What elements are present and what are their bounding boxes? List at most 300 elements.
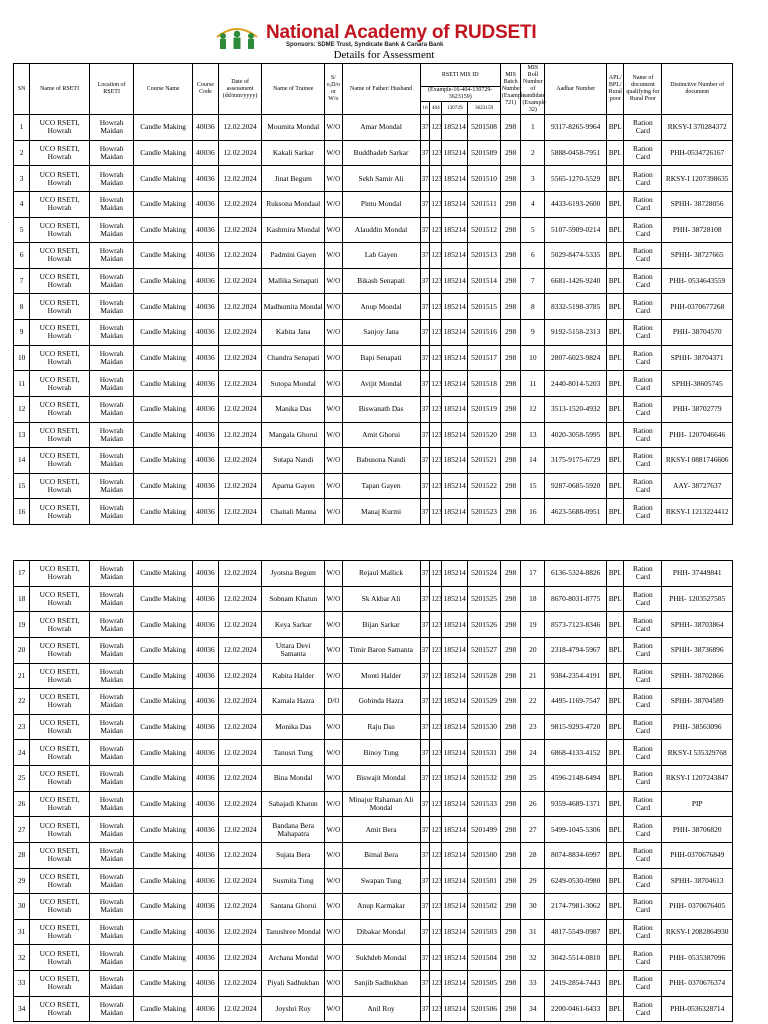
- date-cell: 12.02.2024: [218, 473, 261, 499]
- mis-16-cell: 37: [420, 586, 430, 612]
- roll-cell: 27: [521, 817, 545, 843]
- trainee-cell: Santana Ghorui: [262, 894, 325, 920]
- mis-130729-cell: 185214: [442, 971, 468, 997]
- table-row: [14, 396, 733, 422]
- date-cell: 12.02.2024: [218, 663, 261, 689]
- mis-16-cell: 37: [420, 689, 430, 715]
- mis-130729-cell: 185214: [442, 396, 468, 422]
- apl-cell: BPL: [607, 371, 624, 397]
- header-mis-sub: 3623159: [468, 102, 501, 115]
- apl-cell: BPL: [607, 817, 624, 843]
- relation-cell: D/O: [325, 689, 342, 715]
- location-cell: Howrah Maidan: [89, 140, 133, 166]
- aadhar-cell: 5499-1045-5306: [545, 817, 607, 843]
- mis-404-cell: 123: [430, 996, 442, 1022]
- batch-cell: 298: [500, 268, 521, 294]
- relation-cell: W/O: [325, 740, 342, 766]
- trainee-cell: Kamala Hazra: [262, 689, 325, 715]
- roll-cell: 34: [521, 996, 545, 1022]
- trainee-cell: Padmini Gayen: [262, 243, 325, 269]
- location-cell: Howrah Maidan: [89, 894, 133, 920]
- table-row: [14, 868, 733, 894]
- relation-cell: W/O: [325, 217, 342, 243]
- relation-cell: W/O: [325, 499, 342, 525]
- table-row: [14, 637, 733, 663]
- rseti-cell: UCO RSETI, Howrah: [30, 371, 90, 397]
- header-mis-example: (Example-16-404-130729-3623159): [420, 87, 500, 102]
- date-cell: 12.02.2024: [218, 740, 261, 766]
- trainee-cell: Kashmira Mondal: [262, 217, 325, 243]
- rseti-cell: UCO RSETI, Howrah: [30, 842, 90, 868]
- mis-404-cell: 123: [430, 740, 442, 766]
- code-cell: 40036: [192, 740, 218, 766]
- table-row: [14, 689, 733, 715]
- header-rseti-name: Name of RSETI: [30, 64, 90, 115]
- code-cell: 40036: [192, 817, 218, 843]
- roll-cell: 1: [521, 115, 545, 141]
- document-cell: Ration Card: [624, 294, 662, 320]
- doc-number-cell: PHH- 0534643559: [662, 268, 733, 294]
- sn-cell: 26: [14, 791, 30, 817]
- date-cell: 12.02.2024: [218, 996, 261, 1022]
- apl-cell: BPL: [607, 842, 624, 868]
- code-cell: 40036: [192, 971, 218, 997]
- mis-130729-cell: 185214: [442, 217, 468, 243]
- sponsors-line: Sponsors: SDME Trust, Syndicate Bank & Canara Bank: [286, 42, 444, 48]
- relation-cell: W/O: [325, 894, 342, 920]
- mis-3623159-cell: 5201504: [468, 945, 501, 971]
- father-cell: Bapi Senapati: [342, 345, 420, 371]
- mis-130729-cell: 185214: [442, 243, 468, 269]
- code-cell: 40036: [192, 689, 218, 715]
- mis-3623159-cell: 5201511: [468, 191, 501, 217]
- mis-130729-cell: 185214: [442, 140, 468, 166]
- code-cell: 40036: [192, 473, 218, 499]
- code-cell: 40036: [192, 243, 218, 269]
- mis-3623159-cell: 5201502: [468, 894, 501, 920]
- mis-404-cell: 123: [430, 714, 442, 740]
- document-cell: Ration Card: [624, 791, 662, 817]
- aadhar-cell: 4596-2148-6494: [545, 766, 607, 792]
- doc-number-cell: PHH- 1203527505: [662, 586, 733, 612]
- course-cell: Candle Making: [134, 268, 193, 294]
- mis-404-cell: 123: [430, 115, 442, 141]
- course-cell: Candle Making: [134, 294, 193, 320]
- mis-3623159-cell: 5201514: [468, 268, 501, 294]
- relation-cell: W/O: [325, 637, 342, 663]
- relation-cell: W/O: [325, 945, 342, 971]
- mis-16-cell: 37: [420, 945, 430, 971]
- relation-cell: W/O: [325, 140, 342, 166]
- header-location: Location of RSETI: [89, 64, 133, 115]
- apl-cell: BPL: [607, 740, 624, 766]
- doc-number-cell: PHH-0370677268: [662, 294, 733, 320]
- apl-cell: BPL: [607, 791, 624, 817]
- batch-cell: 298: [500, 996, 521, 1022]
- date-cell: 12.02.2024: [218, 499, 261, 525]
- course-cell: Candle Making: [134, 191, 193, 217]
- rseti-cell: UCO RSETI, Howrah: [30, 140, 90, 166]
- course-cell: Candle Making: [134, 586, 193, 612]
- sn-cell: 23: [14, 714, 30, 740]
- code-cell: 40036: [192, 320, 218, 346]
- batch-cell: 298: [500, 586, 521, 612]
- course-cell: Candle Making: [134, 243, 193, 269]
- relation-cell: W/O: [325, 586, 342, 612]
- date-cell: 12.02.2024: [218, 612, 261, 638]
- course-cell: Candle Making: [134, 894, 193, 920]
- roll-cell: 15: [521, 473, 545, 499]
- relation-cell: W/O: [325, 371, 342, 397]
- trainee-cell: Sutapa Nandi: [262, 448, 325, 474]
- father-cell: Sukhdeb Mondal: [342, 945, 420, 971]
- father-cell: Anup Mondal: [342, 294, 420, 320]
- trainee-cell: Bandana Bera Mahapatra: [262, 817, 325, 843]
- aadhar-cell: 2440-8014-5203: [545, 371, 607, 397]
- rseti-cell: UCO RSETI, Howrah: [30, 612, 90, 638]
- mis-404-cell: 123: [430, 345, 442, 371]
- mis-404-cell: 123: [430, 586, 442, 612]
- sn-cell: 19: [14, 612, 30, 638]
- mis-16-cell: 37: [420, 561, 430, 587]
- mis-16-cell: 37: [420, 396, 430, 422]
- sn-cell: 20: [14, 637, 30, 663]
- document-title: Details for Assessment: [333, 49, 435, 61]
- mis-404-cell: 123: [430, 919, 442, 945]
- roll-cell: 7: [521, 268, 545, 294]
- location-cell: Howrah Maidan: [89, 396, 133, 422]
- doc-number-cell: AAY- 38727637: [662, 473, 733, 499]
- roll-cell: 16: [521, 499, 545, 525]
- trainee-cell: Jinat Begum: [262, 166, 325, 192]
- table-row: [14, 894, 733, 920]
- relation-cell: W/O: [325, 996, 342, 1022]
- mis-3623159-cell: 5201505: [468, 971, 501, 997]
- batch-cell: 298: [500, 243, 521, 269]
- mis-130729-cell: 185214: [442, 191, 468, 217]
- mis-3623159-cell: 5201533: [468, 791, 501, 817]
- sn-cell: 5: [14, 217, 30, 243]
- rseti-cell: UCO RSETI, Howrah: [30, 894, 90, 920]
- sn-cell: 14: [14, 448, 30, 474]
- mis-404-cell: 123: [430, 166, 442, 192]
- course-cell: Candle Making: [134, 945, 193, 971]
- relation-cell: W/O: [325, 561, 342, 587]
- date-cell: 12.02.2024: [218, 115, 261, 141]
- header-course-name: Course Name: [134, 64, 193, 115]
- relation-cell: W/O: [325, 612, 342, 638]
- doc-number-cell: PIP: [662, 791, 733, 817]
- roll-cell: 13: [521, 422, 545, 448]
- location-cell: Howrah Maidan: [89, 268, 133, 294]
- trainee-cell: Bina Mondal: [262, 766, 325, 792]
- doc-number-cell: PHH- 38728108: [662, 217, 733, 243]
- mis-404-cell: 123: [430, 243, 442, 269]
- roll-cell: 26: [521, 791, 545, 817]
- mis-3623159-cell: 5201530: [468, 714, 501, 740]
- batch-cell: 298: [500, 396, 521, 422]
- sn-cell: 9: [14, 320, 30, 346]
- code-cell: 40036: [192, 791, 218, 817]
- mis-404-cell: 123: [430, 448, 442, 474]
- aadhar-cell: 2200-0461-6433: [545, 996, 607, 1022]
- father-cell: Timir Baron Samanta: [342, 637, 420, 663]
- mis-130729-cell: 185214: [442, 371, 468, 397]
- relation-cell: W/O: [325, 115, 342, 141]
- rseti-cell: UCO RSETI, Howrah: [30, 868, 90, 894]
- relation-cell: W/O: [325, 766, 342, 792]
- course-cell: Candle Making: [134, 971, 193, 997]
- code-cell: 40036: [192, 996, 218, 1022]
- sn-cell: 17: [14, 561, 30, 587]
- doc-number-cell: RKSY-I 2082864930: [662, 919, 733, 945]
- trainee-cell: Monika Das: [262, 714, 325, 740]
- doc-number-cell: SPHH- 38704371: [662, 345, 733, 371]
- trainee-cell: Jyotsna Begum: [262, 561, 325, 587]
- father-cell: Gobinda Hazra: [342, 689, 420, 715]
- code-cell: 40036: [192, 217, 218, 243]
- date-cell: 12.02.2024: [218, 971, 261, 997]
- document-cell: Ration Card: [624, 268, 662, 294]
- trainee-cell: Sobnam Khatun: [262, 586, 325, 612]
- date-cell: 12.02.2024: [218, 894, 261, 920]
- doc-number-cell: PHH-0534726167: [662, 140, 733, 166]
- date-cell: 12.02.2024: [218, 766, 261, 792]
- sn-cell: 10: [14, 345, 30, 371]
- sn-cell: 8: [14, 294, 30, 320]
- code-cell: 40036: [192, 268, 218, 294]
- doc-number-cell: PHH- 38563096: [662, 714, 733, 740]
- mis-130729-cell: 185214: [442, 612, 468, 638]
- trainee-cell: Tanusri Tung: [262, 740, 325, 766]
- location-cell: Howrah Maidan: [89, 996, 133, 1022]
- batch-cell: 298: [500, 320, 521, 346]
- mis-130729-cell: 185214: [442, 945, 468, 971]
- trainee-cell: Sahajadi Khatun: [262, 791, 325, 817]
- mis-404-cell: 123: [430, 868, 442, 894]
- rseti-cell: UCO RSETI, Howrah: [30, 766, 90, 792]
- sn-cell: 3: [14, 166, 30, 192]
- rseti-cell: UCO RSETI, Howrah: [30, 191, 90, 217]
- date-cell: 12.02.2024: [218, 294, 261, 320]
- apl-cell: BPL: [607, 115, 624, 141]
- rseti-cell: UCO RSETI, Howrah: [30, 561, 90, 587]
- apl-cell: BPL: [607, 217, 624, 243]
- father-cell: Rejaul Mallick: [342, 561, 420, 587]
- mis-404-cell: 123: [430, 561, 442, 587]
- location-cell: Howrah Maidan: [89, 689, 133, 715]
- doc-number-cell: RKSY-I 535329768: [662, 740, 733, 766]
- sn-cell: 29: [14, 868, 30, 894]
- rseti-cell: UCO RSETI, Howrah: [30, 448, 90, 474]
- location-cell: Howrah Maidan: [89, 612, 133, 638]
- mis-16-cell: 37: [420, 499, 430, 525]
- roll-cell: 19: [521, 612, 545, 638]
- sn-cell: 32: [14, 945, 30, 971]
- doc-number-cell: RKSY-I 1207243847: [662, 766, 733, 792]
- mis-130729-cell: 185214: [442, 586, 468, 612]
- batch-cell: 298: [500, 842, 521, 868]
- apl-cell: BPL: [607, 191, 624, 217]
- location-cell: Howrah Maidan: [89, 791, 133, 817]
- course-cell: Candle Making: [134, 663, 193, 689]
- aadhar-cell: 6868-4133-4152: [545, 740, 607, 766]
- location-cell: Howrah Maidan: [89, 766, 133, 792]
- course-cell: Candle Making: [134, 166, 193, 192]
- trainee-cell: Archana Mondal: [262, 945, 325, 971]
- roll-cell: 14: [521, 448, 545, 474]
- apl-cell: BPL: [607, 868, 624, 894]
- mis-16-cell: 37: [420, 919, 430, 945]
- code-cell: 40036: [192, 612, 218, 638]
- table-row: [14, 714, 733, 740]
- course-cell: Candle Making: [134, 637, 193, 663]
- mis-404-cell: 123: [430, 396, 442, 422]
- date-cell: 12.02.2024: [218, 217, 261, 243]
- document-cell: Ration Card: [624, 663, 662, 689]
- apl-cell: BPL: [607, 561, 624, 587]
- date-cell: 12.02.2024: [218, 268, 261, 294]
- date-cell: 12.02.2024: [218, 945, 261, 971]
- apl-cell: BPL: [607, 945, 624, 971]
- aadhar-cell: 3175-9175-6729: [545, 448, 607, 474]
- header-batch: MIS Batch Number (Example 721): [500, 64, 521, 115]
- document-cell: Ration Card: [624, 448, 662, 474]
- sn-cell: 21: [14, 663, 30, 689]
- code-cell: 40036: [192, 140, 218, 166]
- mis-404-cell: 123: [430, 637, 442, 663]
- table-row: [14, 561, 733, 587]
- apl-cell: BPL: [607, 689, 624, 715]
- location-cell: Howrah Maidan: [89, 217, 133, 243]
- batch-cell: 298: [500, 191, 521, 217]
- table-row: [14, 791, 733, 817]
- table-row: [14, 345, 733, 371]
- aadhar-cell: 4433-6193-2600: [545, 191, 607, 217]
- mis-3623159-cell: 5201513: [468, 243, 501, 269]
- trainee-cell: Chandra Senapati: [262, 345, 325, 371]
- mis-3623159-cell: 5201525: [468, 586, 501, 612]
- mis-3623159-cell: 5201521: [468, 448, 501, 474]
- doc-number-cell: RKSY-I 1213224412: [662, 499, 733, 525]
- trainee-cell: Chaitali Manna: [262, 499, 325, 525]
- aadhar-cell: 9192-5158-2313: [545, 320, 607, 346]
- mis-16-cell: 37: [420, 714, 430, 740]
- mis-3623159-cell: 5201531: [468, 740, 501, 766]
- mis-130729-cell: 185214: [442, 894, 468, 920]
- mis-3623159-cell: 5201506: [468, 996, 501, 1022]
- sn-cell: 27: [14, 817, 30, 843]
- mis-16-cell: 37: [420, 740, 430, 766]
- aadhar-cell: 2318-4794-5967: [545, 637, 607, 663]
- date-cell: 12.02.2024: [218, 919, 261, 945]
- header-mis-id: RSETI MIS ID: [420, 64, 500, 87]
- course-cell: Candle Making: [134, 561, 193, 587]
- table-row: [14, 243, 733, 269]
- sn-cell: 28: [14, 842, 30, 868]
- aadhar-cell: 6249-0530-0980: [545, 868, 607, 894]
- mis-130729-cell: 185214: [442, 448, 468, 474]
- mis-3623159-cell: 5201508: [468, 115, 501, 141]
- header-date: Date of assessment (dd/mm/yyyy): [218, 64, 261, 115]
- mis-3623159-cell: 5201516: [468, 320, 501, 346]
- batch-cell: 298: [500, 345, 521, 371]
- mis-16-cell: 37: [420, 766, 430, 792]
- location-cell: Howrah Maidan: [89, 586, 133, 612]
- sn-cell: 30: [14, 894, 30, 920]
- mis-16-cell: 37: [420, 166, 430, 192]
- trainee-cell: Sutopa Mondal: [262, 371, 325, 397]
- batch-cell: 298: [500, 371, 521, 397]
- date-cell: 12.02.2024: [218, 561, 261, 587]
- father-cell: Alauddin Mondal: [342, 217, 420, 243]
- trainee-cell: Moumita Mondal: [262, 115, 325, 141]
- father-cell: Swapan Tung: [342, 868, 420, 894]
- aadhar-cell: 8332-5198-3785: [545, 294, 607, 320]
- mis-130729-cell: 185214: [442, 320, 468, 346]
- mis-130729-cell: 185214: [442, 345, 468, 371]
- roll-cell: 21: [521, 663, 545, 689]
- header-doc-number: Distinctive Number of document: [662, 64, 733, 115]
- code-cell: 40036: [192, 345, 218, 371]
- apl-cell: BPL: [607, 166, 624, 192]
- header-relation: S/ o,D/o or W/o: [325, 64, 342, 115]
- mis-16-cell: 37: [420, 612, 430, 638]
- mis-404-cell: 123: [430, 320, 442, 346]
- sn-cell: 33: [14, 971, 30, 997]
- batch-cell: 298: [500, 817, 521, 843]
- sn-cell: 24: [14, 740, 30, 766]
- document-cell: Ration Card: [624, 473, 662, 499]
- trainee-cell: Mallika Senapati: [262, 268, 325, 294]
- mis-404-cell: 123: [430, 217, 442, 243]
- aadhar-cell: 5565-1270-5529: [545, 166, 607, 192]
- sn-cell: 15: [14, 473, 30, 499]
- table-row: [14, 140, 733, 166]
- batch-cell: 298: [500, 766, 521, 792]
- mis-404-cell: 123: [430, 791, 442, 817]
- code-cell: 40036: [192, 714, 218, 740]
- document-cell: Ration Card: [624, 561, 662, 587]
- trainee-cell: Joyshri Roy: [262, 996, 325, 1022]
- doc-number-cell: PHH- 38702779: [662, 396, 733, 422]
- mis-16-cell: 37: [420, 243, 430, 269]
- trainee-cell: Keya Sarkar: [262, 612, 325, 638]
- course-cell: Candle Making: [134, 320, 193, 346]
- table-row: [14, 919, 733, 945]
- code-cell: 40036: [192, 371, 218, 397]
- course-cell: Candle Making: [134, 371, 193, 397]
- table-row: [14, 191, 733, 217]
- date-cell: 12.02.2024: [218, 243, 261, 269]
- location-cell: Howrah Maidan: [89, 345, 133, 371]
- table-row: [14, 499, 733, 525]
- aadhar-cell: 9317-8265-9964: [545, 115, 607, 141]
- date-cell: 12.02.2024: [218, 689, 261, 715]
- father-cell: Bimal Bera: [342, 842, 420, 868]
- header-father: Name of Father/ Husband: [342, 64, 420, 115]
- code-cell: 40036: [192, 191, 218, 217]
- course-cell: Candle Making: [134, 612, 193, 638]
- mis-130729-cell: 185214: [442, 996, 468, 1022]
- father-cell: Anil Roy: [342, 996, 420, 1022]
- doc-number-cell: SPHH- 38704613: [662, 868, 733, 894]
- relation-cell: W/O: [325, 191, 342, 217]
- rseti-cell: UCO RSETI, Howrah: [30, 115, 90, 141]
- location-cell: Howrah Maidan: [89, 191, 133, 217]
- doc-number-cell: PHH- 0535387096: [662, 945, 733, 971]
- mis-16-cell: 37: [420, 996, 430, 1022]
